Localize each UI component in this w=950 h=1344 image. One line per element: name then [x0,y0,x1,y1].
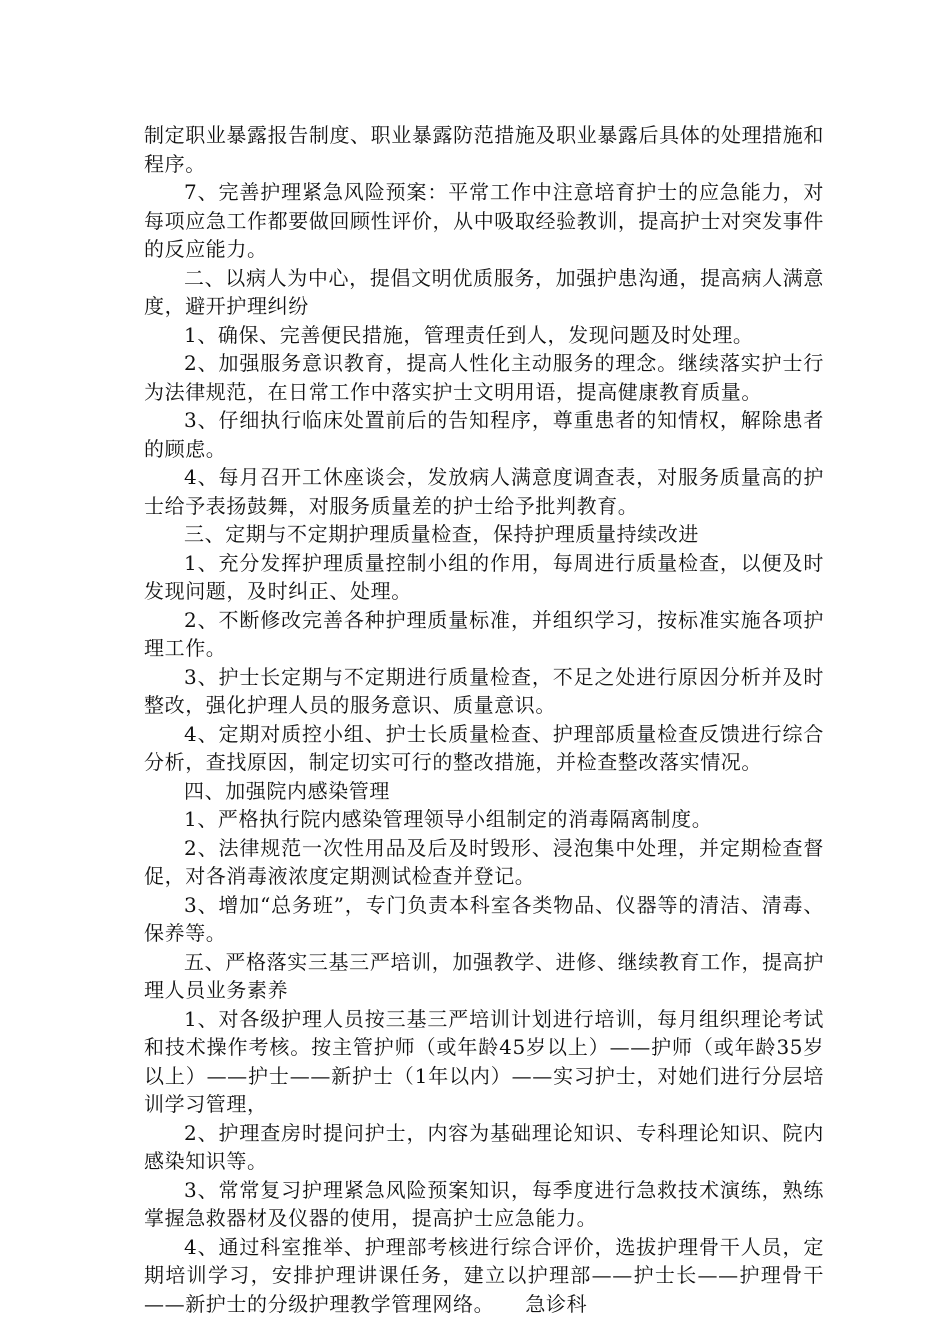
paragraph: 制定职业暴露报告制度、职业暴露防范措施及职业暴露后具体的处理措施和程序。 [144,123,824,176]
paragraph: 1、严格执行院内感染管理领导小组制定的消毒隔离制度。 [184,807,713,831]
paragraph: 3、护士长定期与不定期进行质量检查，不足之处进行原因分析并及时整改，强化护理人员的服务意识、质量意识。 [144,664,824,717]
paragraph: 2、护理查房时提问护士，内容为基础理论知识、专科理论知识、院内感染知识等。 [144,1120,824,1173]
paragraph: 4、通过科室推举、护理部考核进行综合评价，选拔护理骨干人员，定期培训学习，安排护理讲课任务，建立以护理部——护士长——护理骨干——新护士的分级护理教学管理网络。 急诊科 [144,1234,824,1316]
paragraph: 4、定期对质控小组、护士长质量检查、护理部质量检查反馈进行综合分析，查找原因，制定切实可行的整改措施，并检查整改落实情况。 [144,721,824,774]
paragraph: 二、以病人为中心，提倡文明优质服务，加强护患沟通，提高病人满意度，避开护理纠纷 [144,265,824,318]
paragraph: 3、仔细执行临床处置前后的告知程序，尊重患者的知情权，解除患者的顾虑。 [144,408,824,461]
paragraph: 1、充分发挥护理质量控制小组的作用，每周进行质量检查，以便及时发现问题，及时纠正、处理。 [144,550,824,603]
paragraph: 四、加强院内感染管理 [184,778,390,803]
paragraph: 三、定期与不定期护理质量检查，保持护理质量持续改进 [184,522,699,546]
paragraph: 3、增加“总务班”，专门负责本科室各类物品、仪器等的清洁、清毒、保养等。 [144,892,824,945]
paragraph: 1、确保、完善便民措施，管理责任到人，发现问题及时处理。 [184,322,754,347]
paragraph: 4、每月召开工休座谈会，发放病人满意度调查表，对服务质量高的护士给予表扬鼓舞，对服务质量差的护士给予批判教育。 [144,465,824,518]
paragraph: 7、完善护理紧急风险预案：平常工作中注意培育护士的应急能力，对每项应急工作都要做回顾性评价，从中吸取经验教训，提高护士对突发事件的反应能力。 [144,180,824,261]
paragraph: 3、常常复习护理紧急风险预案知识，每季度进行急救技术演练，熟练掌握急救器材及仪器的使用，提高护士应急能力。 [144,1177,824,1230]
paragraph: 2、法律规范一次性用品及后及时毁形、浸泡集中处理，并定期检查督促，对各消毒液浓度定期测试检查并登记。 [144,835,824,888]
paragraph: 五、严格落实三基三严培训，加强教学、进修、继续教育工作，提高护理人员业务素养 [144,949,824,1002]
document-body [144,121,824,1318]
paragraph: 2、不断修改完善各种护理质量标准，并组织学习，按标准实施各项护理工作。 [144,607,824,660]
paragraph: 1、对各级护理人员按三基三严培训计划进行培训，每月组织理论考试和技术操作考核。按主管护师（或年龄45岁以上）——护师（或年龄35岁以上）——护士——新护士（1年以内）——实习护士，对她们进行分层培训学习管理， [144,1006,824,1116]
paragraph: 2、加强服务意识教育，提高人性化主动服务的理念。继续落实护士行为法律规范，在日常工作中落实护士文明用语，提高健康教育质量。 [144,351,824,404]
